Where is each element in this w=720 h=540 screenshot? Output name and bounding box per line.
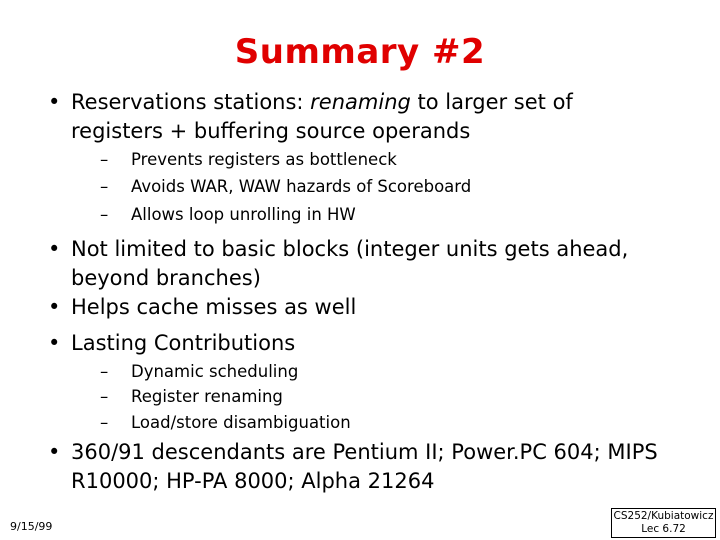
bullet-icon: • bbox=[48, 331, 61, 355]
footer-date: 9/15/99 bbox=[10, 520, 53, 533]
sub-bullet-text: Dynamic scheduling bbox=[131, 362, 299, 381]
sub-bullet-register-renaming bbox=[100, 387, 283, 407]
sub-bullet-text: Load/store disambiguation bbox=[131, 413, 351, 432]
bullet-basic-blocks bbox=[48, 235, 671, 293]
bullet-cache-misses bbox=[48, 293, 671, 322]
footer-course-box bbox=[611, 508, 716, 538]
dash-icon: – bbox=[100, 413, 109, 432]
sub-bullet-avoids-hazards bbox=[100, 177, 471, 197]
dash-icon: – bbox=[100, 177, 109, 196]
sub-bullet-prevents-registers bbox=[100, 150, 397, 170]
footer-course: CS252/Kubiatowicz bbox=[613, 510, 714, 522]
bullet-icon: • bbox=[48, 295, 61, 319]
dash-icon: – bbox=[100, 387, 109, 406]
sub-bullet-text: Register renaming bbox=[131, 387, 283, 406]
bullet-icon: • bbox=[48, 90, 61, 114]
bullet-text: Reservations stations: bbox=[71, 90, 311, 114]
footer-lecture: Lec 6.72 bbox=[641, 523, 686, 535]
sub-bullet-text: Avoids WAR, WAW hazards of Scoreboard bbox=[131, 177, 472, 196]
bullet-text: to larger set of registers + buffering source operands bbox=[71, 90, 573, 143]
bullet-descendants bbox=[48, 438, 671, 496]
bullet-reservation-stations bbox=[48, 88, 671, 146]
bullet-icon: • bbox=[48, 440, 61, 464]
bullet-text: Helps cache misses as well bbox=[71, 295, 357, 319]
bullet-icon: • bbox=[48, 237, 61, 261]
sub-bullet-text: Allows loop unrolling in HW bbox=[131, 205, 356, 224]
dash-icon: – bbox=[100, 362, 109, 381]
bullet-lasting-contributions bbox=[48, 329, 671, 358]
bullet-text: Not limited to basic blocks (integer units gets ahead, beyond branches) bbox=[71, 237, 629, 290]
bullet-text: Lasting Contributions bbox=[71, 331, 296, 355]
bullet-text-emphasis: renaming bbox=[310, 90, 411, 114]
dash-icon: – bbox=[100, 205, 109, 224]
slide-title: Summary #2 bbox=[234, 32, 486, 72]
sub-bullet-loop-unrolling bbox=[100, 205, 356, 225]
dash-icon: – bbox=[100, 150, 109, 169]
bullet-text: 360/91 descendants are Pentium II; Power.PC 604; MIPS R10000; HP-PA 8000; Alpha 21264 bbox=[71, 440, 658, 493]
sub-bullet-dynamic-scheduling bbox=[100, 362, 298, 382]
sub-bullet-load-store bbox=[100, 413, 351, 433]
sub-bullet-text: Prevents registers as bottleneck bbox=[131, 150, 397, 169]
